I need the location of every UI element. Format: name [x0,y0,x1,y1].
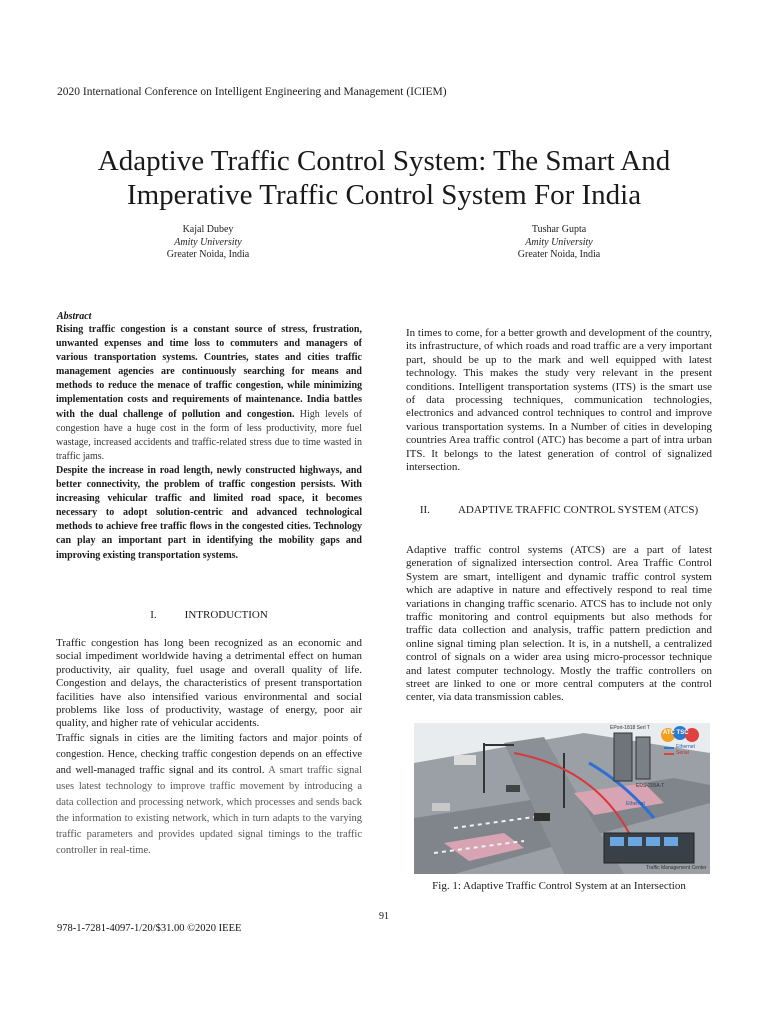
author-name: Tushar Gupta [531,224,587,235]
page-number: 91 [379,911,389,922]
figure-label-device-top: EPort-1818 Serl T [610,725,650,731]
author-block-2 [459,224,659,262]
section-number: II. [419,504,430,516]
conference-header: 2020 International Conference on Intelligent Engineering and Management (ICIEM) [57,86,447,98]
section-heading-atcs [406,503,712,517]
title-line-1: Adaptive Traffic Control System: The Smart And [97,145,671,177]
right-paragraph-1: In times to come, for a better growth and development of the country, its infrastructure, of which roads and road traffic are a very important part, should be up to the mark and well equipped with latest technology. This makes the study very relevant in the present conditions. Intelligent transportation systems (ITS) is the smart use of data processing techniques, communication technologies, electronics and advanced control techniques to control and improve various transportation systems. In a Number of cities in developing countries Area traffic control (ATC) has become a part of intra urban ITS. It belongs to the latest generation of control of signalized intersection. [406,327,712,474]
abstract-paragraph-2: Despite the increase in road length, newly constructed highways, and better connectivity, the problem of traffic congestion persists. With increasing vehicular traffic and limited road space, it becomes necessary to adopt solution-centric and advanced technological methods to achieve free traffic flows in the congested cities. Technology can play an important part in identifying the mobility gaps and improving existing transportation systems. [56,464,362,561]
copyright-line: 978-1-7281-4097-1/20/$31.00 ©2020 IEEE [57,923,242,934]
author-location: Greater Noida, India [166,249,250,260]
abstract-label: Abstract [57,311,92,322]
intro-p2-mid: Traffic signals in cities are the limiting factors and major points of congestion. Hence, checking traffic congestion depends on an effective and well-managed traffic signal and its control. [56,732,362,776]
figure-caption: Fig. 1: Adaptive Traffic Control System at an Intersection [432,880,686,892]
figure-atcs-intersection [414,723,710,874]
figure-label-ethernet: Ethernet [676,744,695,750]
abstract-paragraph-1 [56,323,362,464]
author-affiliation: Amity University [525,236,593,248]
abstract-body [56,323,362,563]
figure-label-serial: Serial [676,750,689,756]
intersection-illustration [414,723,710,874]
section-number: I. [150,609,157,621]
figure-logo: ATC TSC [663,730,689,736]
author-affiliation: Amity University [174,236,242,248]
introduction-body [56,637,362,859]
section-title: INTRODUCTION [184,609,268,621]
author-name: Kajal Dubey [182,224,234,235]
right-intro-paragraph [406,327,712,474]
section-title: ADAPTIVE TRAFFIC CONTROL SYSTEM (ATCS) [457,504,699,516]
paper-title [40,144,728,212]
section-heading-introduction [56,609,362,621]
atcs-paragraph-1: Adaptive traffic control systems (ATCS) are a part of latest generation of signalized intersection control. Area Traffic Control System are smart, intelligent and dynamic traffic control system which are adaptive in nature and effectively respond to real time variations in changing traffic scenario. ATCS has to include not only traffic monitoring and control equipments but also methods for traffic data collection and analysis, traffic pattern prediction and online signal timing plan selection. It is, in a nutshell, a centralized control of signals on a wider area using micro-processor technique and latest computer technology. Mostly the traffic controllers on street are linked to one or more central computers at the control center, via data transmission cables. [406,544,712,704]
figure-label-network: Ethernet [626,801,645,807]
figure-label-center: Traffic Management Center [646,865,707,871]
figure-label-device-bottom: EDS-205A-T [636,783,665,789]
author-block-1 [108,224,308,262]
intro-paragraph-1: Traffic congestion has long been recognized as an economic and social impediment worldwide having a detrimental effect on human productivity, air quality, fuel usage and overall quality of life. Congestion and delays, the characteristics of present transportation facilities have also intensified various environmental and social problems like loss of productivity, wastage of energy, poor air quality, and higher rate of vehicular accidents. [56,637,362,730]
abstract-p1-bold: Rising traffic congestion is a constant source of stress, frustration, unwanted expenses and time loss to commuters and managers of various transportation systems. Countries, states and cities traffic management agencies are continuously searching for means and methods to reduce the menace of traffic congestion, while minimizing implementation costs and requirements of maintenance. India battles with the dual challenge of pollution and congestion. [56,324,362,420]
intro-paragraph-2 [56,731,362,859]
abstract-p1-light: High levels of congestion have a huge cost in the form of less productivity, more fuel wastage, increased accidents and traffic-related stress due to time wasted in traffic jams. [56,408,363,462]
title-line-2: Imperative Traffic Control System For India [126,179,642,211]
author-location: Greater Noida, India [517,249,601,260]
intro-p2-light: A smart traffic signal uses latest technology to improve traffic movement by introducing a data collection and processing network, which processes and sends back the information to existing network, which in turn adapts to the varying traffic parameters and provides updated signal timings to the traffic controller in real-time. [56,764,362,856]
atcs-body [406,544,712,705]
